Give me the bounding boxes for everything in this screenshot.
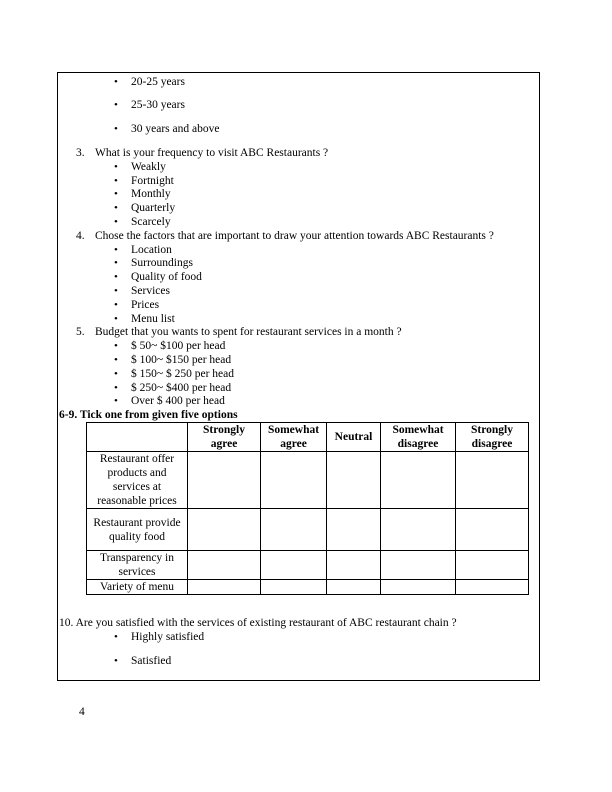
q4-option-1: • Location <box>131 243 172 257</box>
answer-cell[interactable] <box>188 452 261 509</box>
answer-cell[interactable] <box>261 551 327 580</box>
q3-option-3: • Monthly <box>131 187 171 201</box>
q4-option-5: • Prices <box>131 298 159 312</box>
table-row <box>87 580 529 595</box>
answer-cell[interactable] <box>381 551 456 580</box>
q3-option-4: • Quarterly <box>131 201 175 215</box>
answer-cell[interactable] <box>456 580 529 595</box>
table-header-row <box>87 423 529 452</box>
likert-table <box>86 422 529 595</box>
answer-cell[interactable] <box>327 551 381 580</box>
q5-option-1: • $ 50~ $100 per head <box>131 339 225 353</box>
q5-option-2: • $ 100~ $150 per head <box>131 353 231 367</box>
column-somewhat-disagree: Somewhat disagree <box>381 423 456 452</box>
column-strongly-agree: Strongly agree <box>188 423 261 452</box>
answer-cell[interactable] <box>381 580 456 595</box>
answer-cell[interactable] <box>188 551 261 580</box>
answer-cell[interactable] <box>456 452 529 509</box>
q4-option-2: • Surroundings <box>131 256 193 270</box>
table-corner-cell <box>87 423 188 452</box>
question-3-number: 3. <box>76 147 85 159</box>
q2-option-1: • 20-25 years <box>131 75 185 89</box>
question-5-text: Budget that you wants to spent for restaurant services in a month ? <box>95 326 402 338</box>
answer-cell[interactable] <box>188 509 261 551</box>
table-row <box>87 452 529 509</box>
answer-cell[interactable] <box>381 452 456 509</box>
question-6-9-heading: 6-9. Tick one from given five options <box>59 409 238 421</box>
table-row <box>87 551 529 580</box>
page-number: 4 <box>79 706 85 718</box>
q2-option-2: • 25-30 years <box>131 98 185 112</box>
answer-cell[interactable] <box>188 580 261 595</box>
q4-option-4: • Services <box>131 284 170 298</box>
q5-option-5: • Over $ 400 per head <box>131 394 225 408</box>
q5-option-4: • $ 250~ $400 per head <box>131 381 231 395</box>
column-somewhat-agree: Somewhat agree <box>261 423 327 452</box>
answer-cell[interactable] <box>456 551 529 580</box>
row-label: Restaurant offer products and services at reasonable prices <box>87 452 188 509</box>
q2-option-3: • 30 years and above <box>131 122 219 136</box>
answer-cell[interactable] <box>261 452 327 509</box>
answer-cell[interactable] <box>261 580 327 595</box>
question-5-number: 5. <box>76 326 85 338</box>
row-label: Restaurant provide quality food <box>87 509 188 551</box>
q3-option-5: • Scarcely <box>131 215 171 229</box>
row-label: Transparency in services <box>87 551 188 580</box>
column-strongly-disagree: Strongly disagree <box>456 423 529 452</box>
q10-option-1: • Highly satisfied <box>131 630 204 644</box>
q3-option-2: • Fortnight <box>131 174 174 188</box>
answer-cell[interactable] <box>327 580 381 595</box>
question-10-text: 10. Are you satisfied with the services of existing restaurant of ABC restaurant chain ? <box>59 617 457 629</box>
q4-option-6: • Menu list <box>131 312 175 326</box>
column-neutral: Neutral <box>327 423 381 452</box>
row-label: Variety of menu <box>87 580 188 595</box>
table-row <box>87 509 529 551</box>
question-4-text: Chose the factors that are important to draw your attention towards ABC Restaurants ? <box>95 230 494 242</box>
question-3-text: What is your frequency to visit ABC Restaurants ? <box>95 147 329 159</box>
question-4-number: 4. <box>76 230 85 242</box>
q5-option-3: • $ 150~ $ 250 per head <box>131 367 234 381</box>
answer-cell[interactable] <box>456 509 529 551</box>
answer-cell[interactable] <box>381 509 456 551</box>
answer-cell[interactable] <box>327 452 381 509</box>
answer-cell[interactable] <box>261 509 327 551</box>
q10-option-2: • Satisfied <box>131 654 171 668</box>
answer-cell[interactable] <box>327 509 381 551</box>
q4-option-3: • Quality of food <box>131 270 202 284</box>
q3-option-1: • Weakly <box>131 160 166 174</box>
